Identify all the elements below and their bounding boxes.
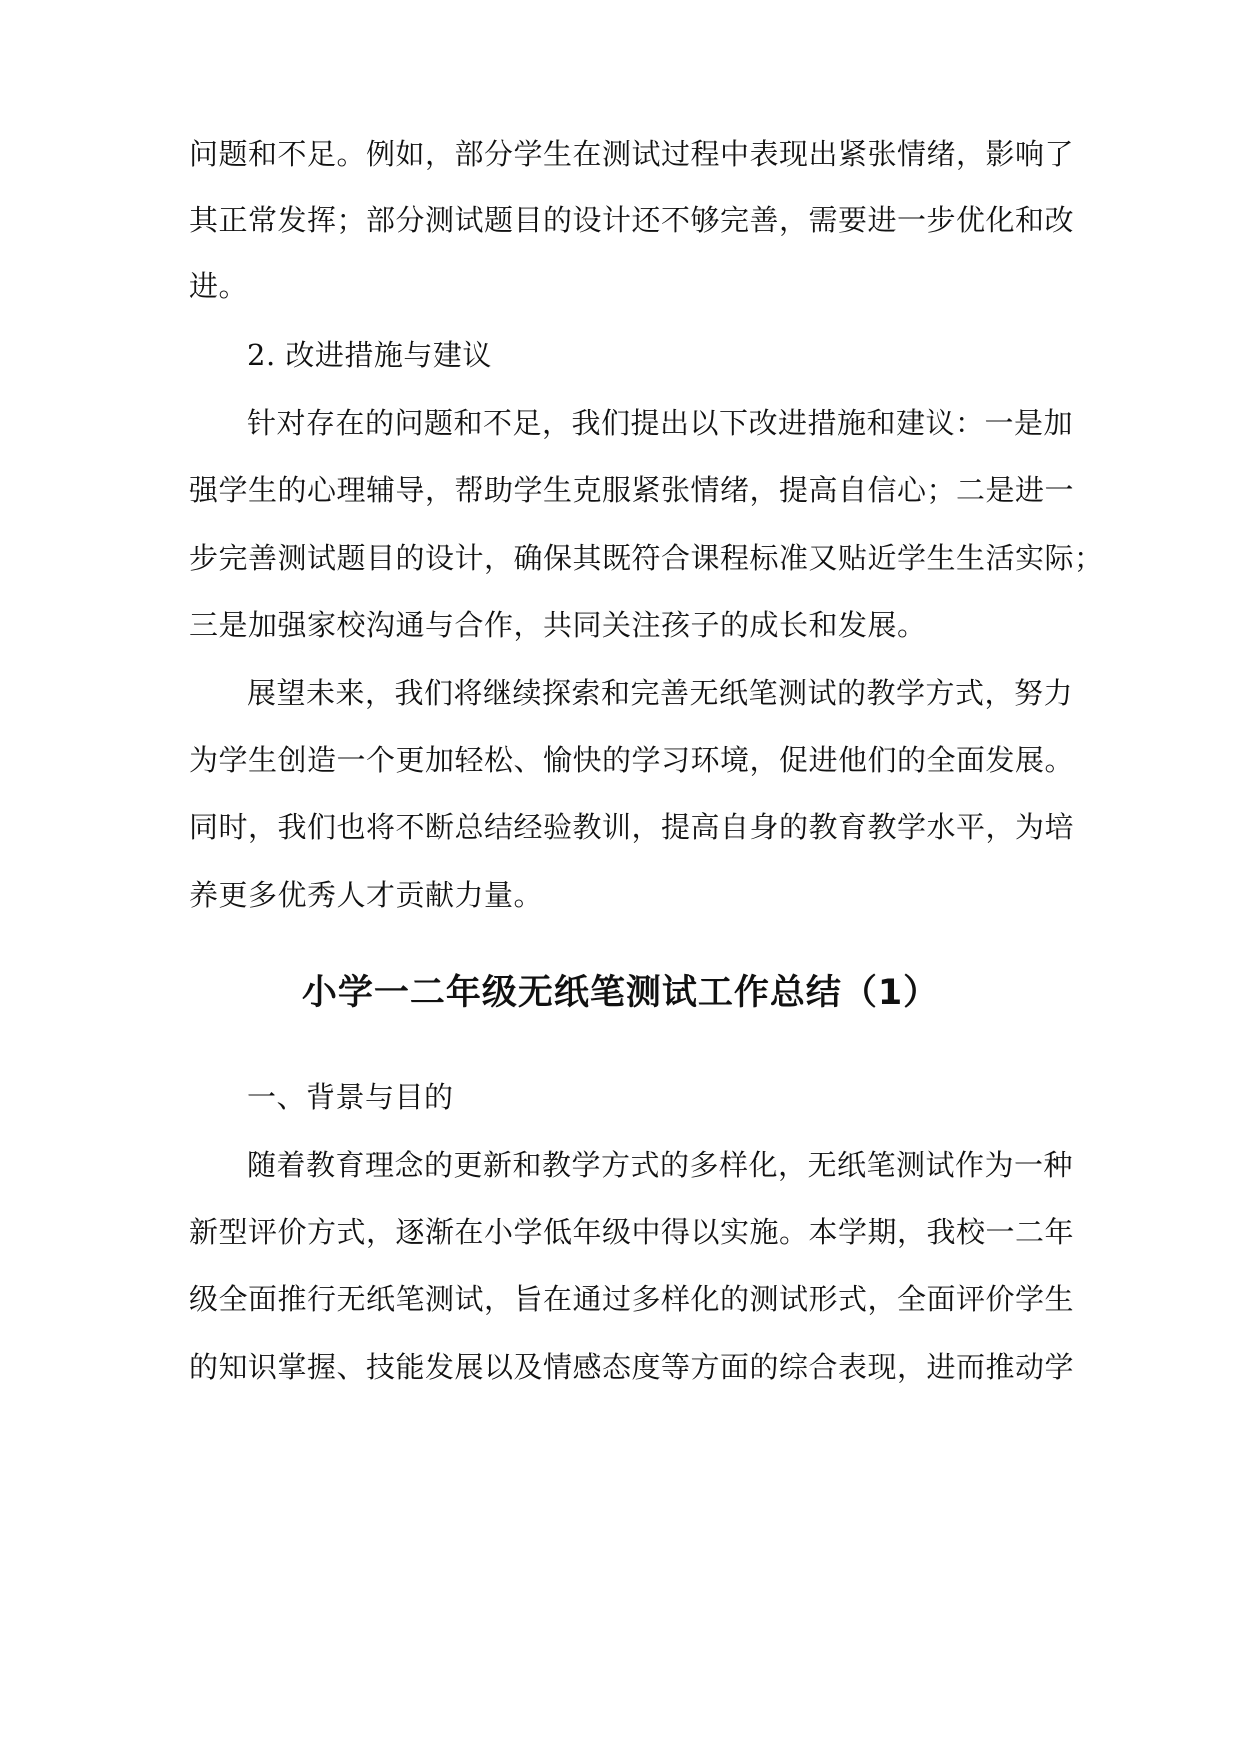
section-subheading: 2. 改进措施与建议 xyxy=(247,338,492,372)
paragraph-line: 其正常发挥；部分测试题目的设计还不够完善，需要进一步优化和改 xyxy=(189,203,1075,237)
paragraph-line: 三是加强家校沟通与合作，共同关注孩子的成长和发展。 xyxy=(189,608,927,642)
paragraph-line: 同时，我们也将不断总结经验教训，提高自身的教育教学水平，为培 xyxy=(189,810,1075,844)
paragraph-line: 为学生创造一个更加轻松、愉快的学习环境，促进他们的全面发展。 xyxy=(189,743,1075,777)
paragraph-line: 问题和不足。例如，部分学生在测试过程中表现出紧张情绪，影响了 xyxy=(189,137,1075,171)
paragraph-line: 养更多优秀人才贡献力量。 xyxy=(189,878,544,912)
paragraph-line: 强学生的心理辅导，帮助学生克服紧张情绪，提高自信心；二是进一 xyxy=(189,473,1075,507)
paragraph-line: 的知识掌握、技能发展以及情感态度等方面的综合表现，进而推动学 xyxy=(189,1350,1075,1384)
paragraph-line: 步完善测试题目的设计，确保其既符合课程标准又贴近学生生活实际； xyxy=(189,541,1104,575)
paragraph-line: 随着教育理念的更新和教学方式的多样化，无纸笔测试作为一种 xyxy=(247,1148,1074,1182)
section-subheading: 一、背景与目的 xyxy=(247,1080,454,1114)
paragraph-line: 进。 xyxy=(189,269,249,303)
paragraph-line: 针对存在的问题和不足，我们提出以下改进措施和建议：一是加 xyxy=(247,406,1074,440)
paragraph-line: 新型评价方式，逐渐在小学低年级中得以实施。本学期，我校一二年 xyxy=(189,1215,1075,1249)
document-title: 小学一二年级无纸笔测试工作总结（1） xyxy=(301,973,940,1013)
paragraph-line: 级全面推行无纸笔测试，旨在通过多样化的测试形式，全面评价学生 xyxy=(189,1282,1075,1316)
paragraph-line: 展望未来，我们将继续探索和完善无纸笔测试的教学方式，努力 xyxy=(247,676,1074,710)
